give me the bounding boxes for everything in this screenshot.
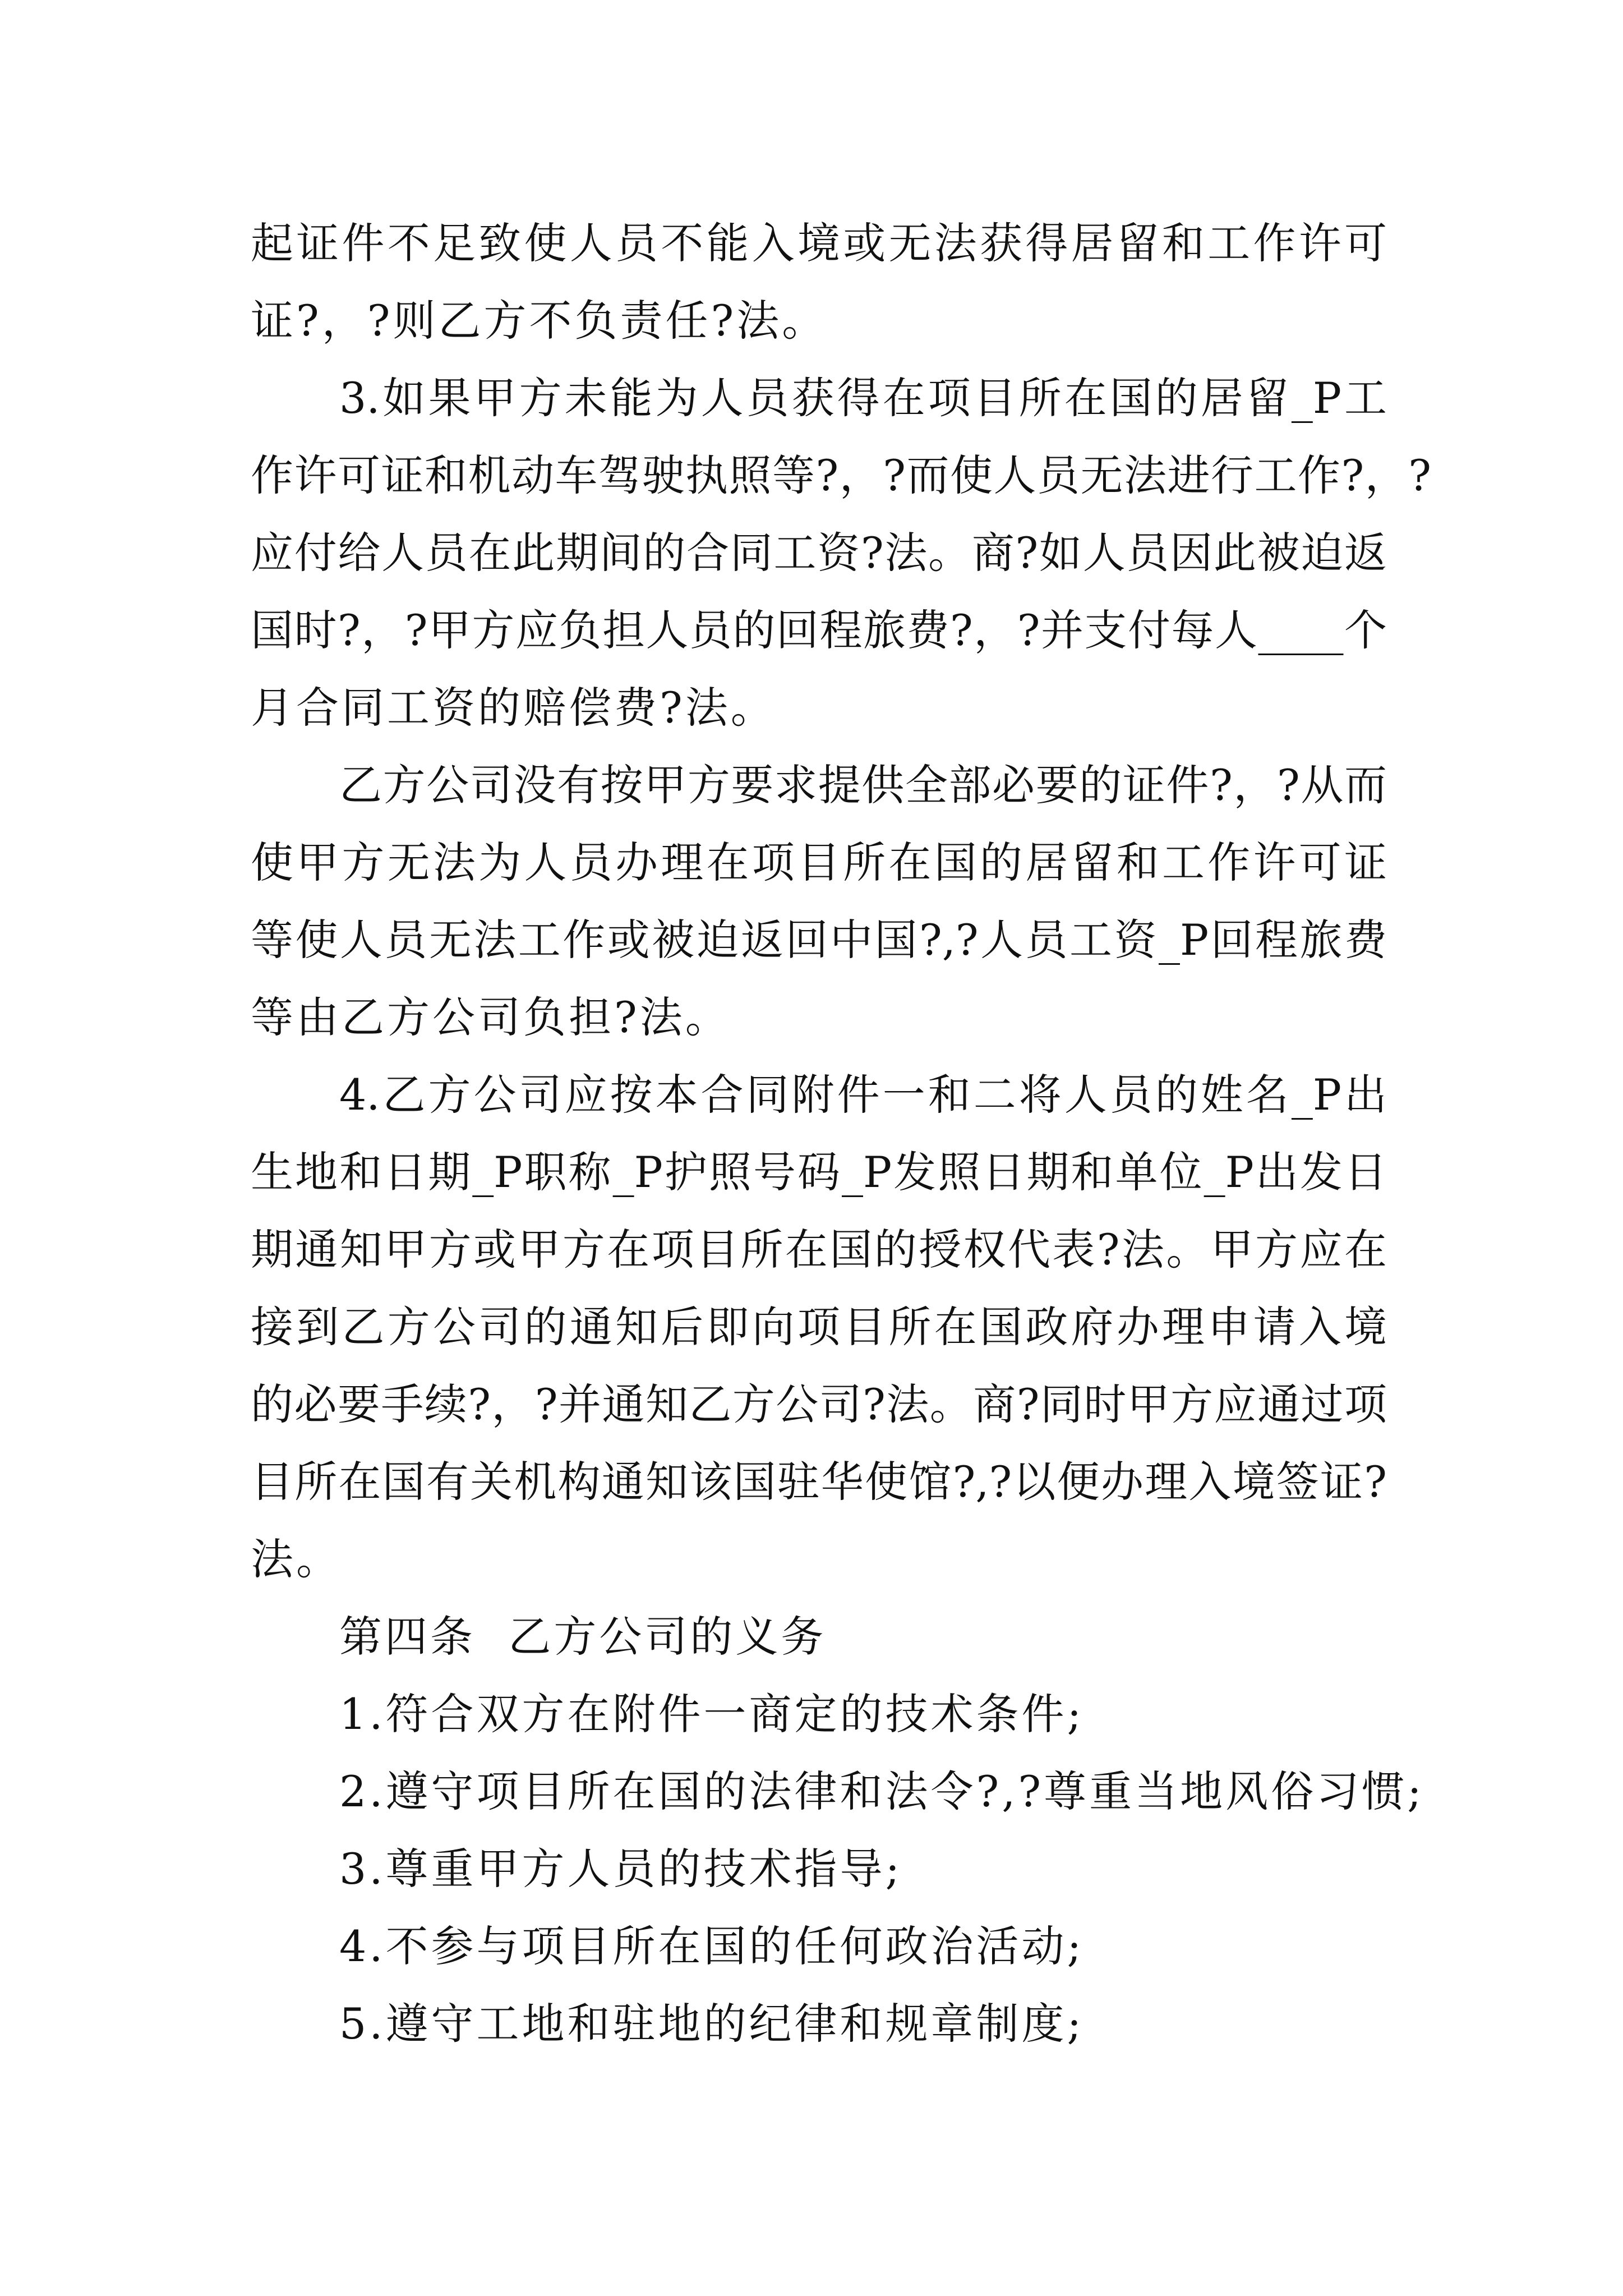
text-line: 期通知甲方或甲方在项目所在国的授权代表?法。甲方应在 — [251, 1225, 1387, 1274]
paragraph-continuation — [251, 205, 1387, 360]
text-line: 3.如果甲方未能为人员获得在项目所在国的居留_P工 — [339, 373, 1387, 423]
text-line: 使甲方无法为人员办理在项目所在国的居留和工作许可证 — [251, 838, 1387, 887]
text-line: 的必要手续?，?并通知乙方公司?法。商?同时甲方应通过项 — [251, 1379, 1387, 1429]
list-item: 4.不参与项目所在国的任何政治活动; — [339, 1921, 1085, 1971]
paragraph-clause-4 — [251, 1056, 1387, 1598]
paragraph-clause-3 — [251, 360, 1431, 747]
text-line: 4.乙方公司应按本合同附件一和二将人员的姓名_P出 — [339, 1070, 1387, 1120]
text-line: 目所在国有关机构通知该国驻华使馆?,?以便办理入境签证? — [251, 1457, 1387, 1507]
text-line: 法。 — [251, 1534, 342, 1584]
list-item: 1.符合双方在附件一商定的技术条件; — [339, 1689, 1085, 1739]
text-line: 应付给人员在此期间的合同工资?法。商?如人员因此被迫返 — [251, 528, 1387, 578]
paragraph-company-certificates — [251, 747, 1387, 1056]
section-heading: 第四条 乙方公司的义务 — [339, 1612, 827, 1662]
section-article-4 — [251, 1598, 1424, 2063]
document-body — [251, 205, 1431, 2063]
text-line: 作许可证和机动车驾驶执照等?，?而使人员无法进行工作?，? — [251, 450, 1431, 500]
text-line: 起证件不足致使人员不能入境或无法获得居留和工作许可 — [251, 218, 1387, 268]
list-item: 2.遵守项目所在国的法律和法令?,?尊重当地风俗习惯; — [339, 1766, 1424, 1816]
text-line: 等由乙方公司负担?法。 — [251, 992, 731, 1042]
list-item: 5.遵守工地和驻地的纪律和规章制度; — [339, 1999, 1085, 2049]
text-line: 等使人员无法工作或被迫返回中国?,?人员工资_P回程旅费 — [251, 915, 1387, 965]
text-line: 月合同工资的赔偿费?法。 — [251, 683, 776, 733]
list-item: 3.尊重甲方人员的技术指导; — [339, 1844, 903, 1894]
text-line: 证?，?则乙方不负责任?法。 — [251, 296, 828, 346]
text-line: 生地和日期_P职称_P护照号码_P发照日期和单位_P出发日 — [251, 1147, 1387, 1197]
text-line: 乙方公司没有按甲方要求提供全部必要的证件?，?从而 — [339, 760, 1387, 810]
text-line: 接到乙方公司的通知后即向项目所在国政府办理申请入境 — [251, 1302, 1387, 1352]
text-line: 国时?，?甲方应负担人员的回程旅费?，?并支付每人____个 — [251, 605, 1387, 655]
